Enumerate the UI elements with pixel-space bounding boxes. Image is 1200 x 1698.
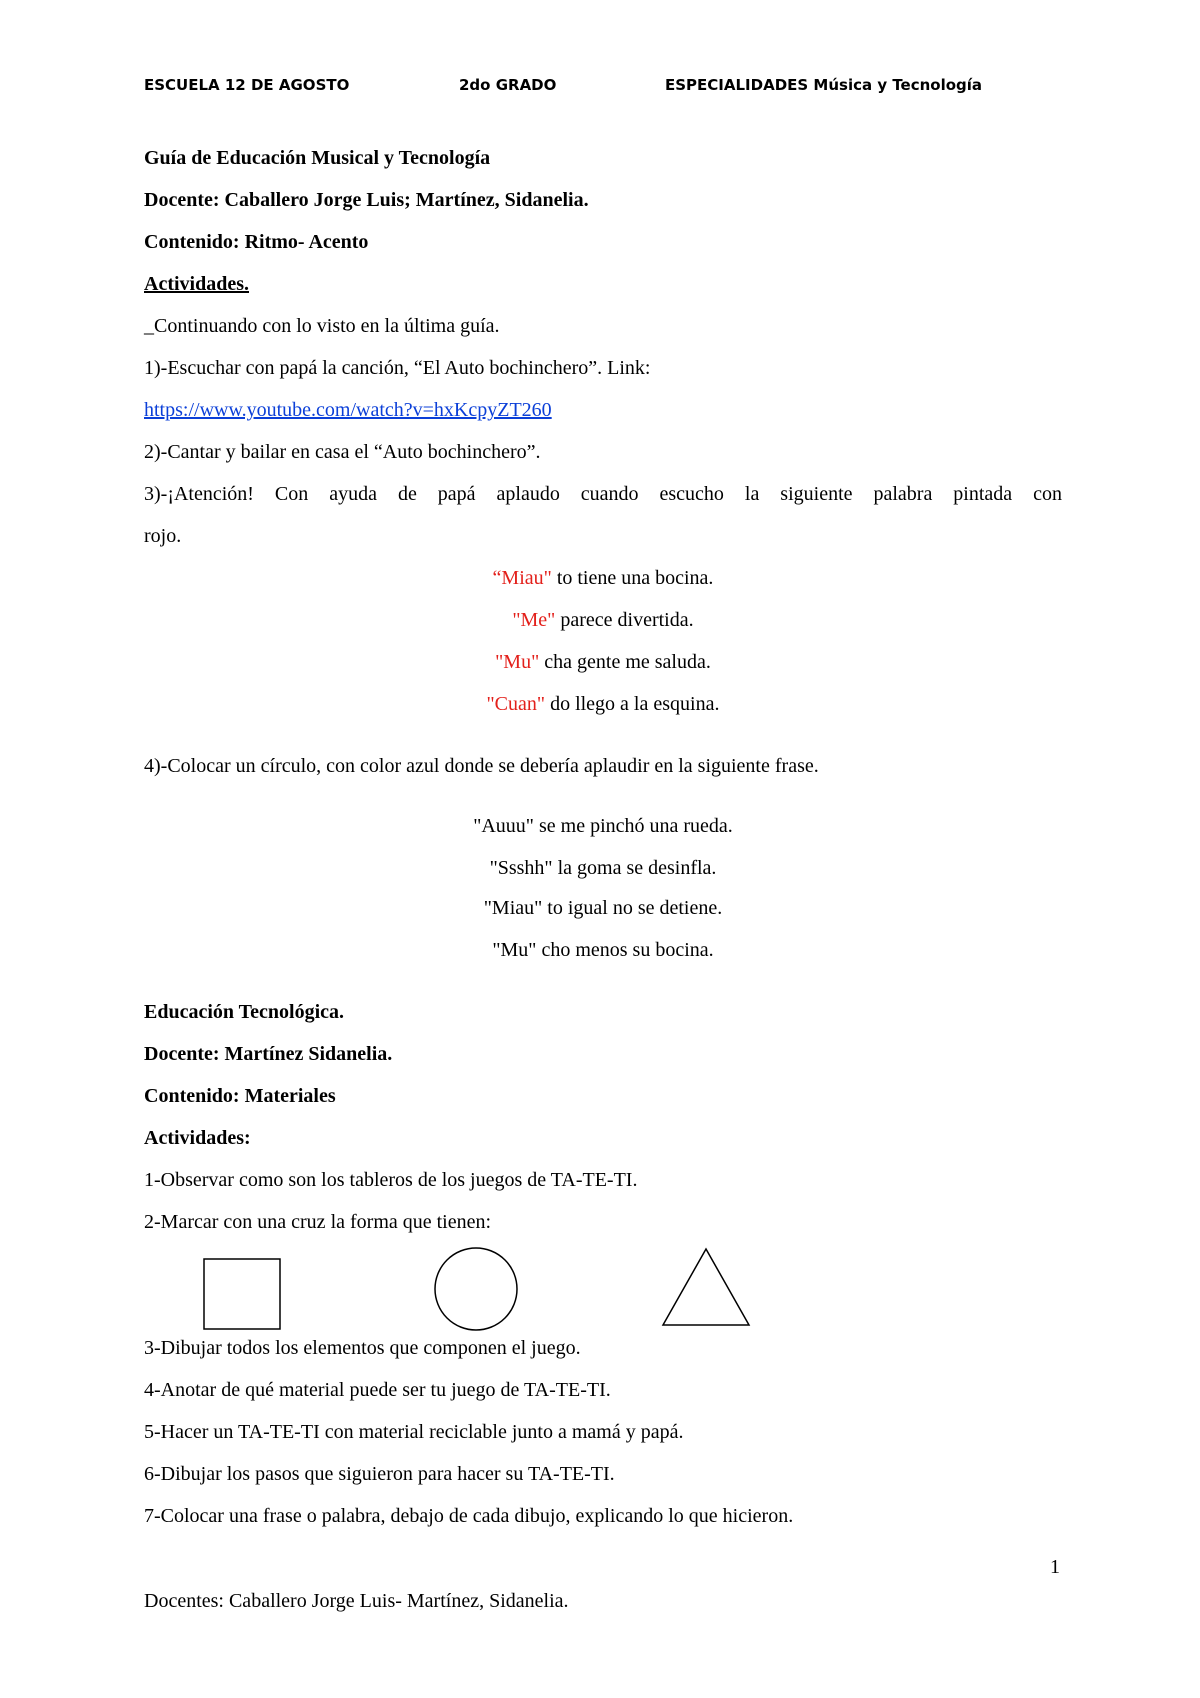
music-intro: _Continuando con lo visto en la última guía. bbox=[144, 315, 500, 337]
tech-item-7: 7-Colocar una frase o palabra, debajo de cada dibujo, explicando lo que hicieron. bbox=[144, 1505, 794, 1527]
verse-rest: do llego a la esquina. bbox=[545, 693, 720, 715]
music-step-4: 4)-Colocar un círculo, con color azul donde se debería aplaudir en la siguiente frase. bbox=[144, 755, 819, 777]
verse-plain-line: "Ssshh" la goma se desinfla. bbox=[489, 857, 717, 879]
music-title: Guía de Educación Musical y Tecnología bbox=[144, 147, 491, 169]
verse-plain-line: "Auuu" se me pinchó una rueda. bbox=[473, 815, 733, 837]
verse-red-line bbox=[144, 650, 1062, 674]
circle-shape-icon[interactable] bbox=[433, 1246, 519, 1332]
tech-item-5: 5-Hacer un TA-TE-TI con material reciclable junto a mamá y papá. bbox=[144, 1421, 684, 1443]
verse-red-word: "Me" bbox=[512, 609, 556, 631]
verse-red-line bbox=[144, 566, 1062, 590]
verse-red-line bbox=[144, 608, 1062, 632]
verse-rest: cha gente me saluda. bbox=[539, 651, 711, 673]
tech-teacher: Docente: Martínez Sidanelia. bbox=[144, 1043, 393, 1065]
verse-red-line bbox=[144, 692, 1062, 716]
page-number: 1 bbox=[1050, 1556, 1060, 1578]
music-teacher: Docente: Caballero Jorge Luis; Martínez, Sidanelia. bbox=[144, 189, 589, 211]
music-step-1: 1)-Escuchar con papá la canción, “El Auto bochinchero”. Link: bbox=[144, 357, 651, 379]
music-step-2: 2)-Cantar y bailar en casa el “Auto bochinchero”. bbox=[144, 441, 541, 463]
verse-red-word: “Miau" bbox=[492, 567, 552, 589]
verse-rest: to tiene una bocina. bbox=[551, 567, 714, 589]
triangle-shape-icon[interactable] bbox=[660, 1246, 752, 1328]
music-step-3-line-2: rojo. bbox=[144, 525, 182, 547]
tech-activities-heading: Actividades: bbox=[144, 1127, 251, 1149]
page-header bbox=[144, 76, 1064, 102]
header-specialties: ESPECIALIDADES Música y Tecnología bbox=[665, 76, 983, 94]
tech-title: Educación Tecnológica. bbox=[144, 1001, 345, 1023]
header-grade: 2do GRADO bbox=[459, 76, 557, 94]
tech-item-6: 6-Dibujar los pasos que siguieron para hacer su TA-TE-TI. bbox=[144, 1463, 615, 1485]
tech-item-4: 4-Anotar de qué material puede ser tu juego de TA-TE-TI. bbox=[144, 1379, 611, 1401]
youtube-link[interactable]: https://www.youtube.com/watch?v=hxKcpyZT260 bbox=[144, 399, 552, 421]
verse-plain-line: "Mu" cho menos su bocina. bbox=[492, 939, 714, 961]
music-step-3-line-1: 3)-¡Atención! Con ayuda de papá aplaudo cuando escucho la siguiente palabra pintada con bbox=[144, 483, 1062, 505]
verse-red-word: "Cuan" bbox=[486, 693, 546, 715]
music-content: Contenido: Ritmo- Acento bbox=[144, 231, 369, 253]
tech-item-2: 2-Marcar con una cruz la forma que tienen: bbox=[144, 1211, 492, 1233]
verse-plain-line: "Miau" to igual no se detiene. bbox=[483, 897, 723, 919]
verse-rest: parece divertida. bbox=[555, 609, 694, 631]
tech-content: Contenido: Materiales bbox=[144, 1085, 336, 1107]
tech-item-3: 3-Dibujar todos los elementos que componen el juego. bbox=[144, 1337, 581, 1359]
square-shape-icon[interactable] bbox=[201, 1256, 283, 1332]
page-footer: Docentes: Caballero Jorge Luis- Martínez, Sidanelia. bbox=[144, 1590, 569, 1612]
tech-item-1: 1-Observar como son los tableros de los juegos de TA-TE-TI. bbox=[144, 1169, 638, 1191]
music-activities-heading: Actividades. bbox=[144, 273, 249, 295]
verse-red-word: "Mu" bbox=[495, 651, 540, 673]
header-school: ESCUELA 12 DE AGOSTO bbox=[144, 76, 350, 94]
